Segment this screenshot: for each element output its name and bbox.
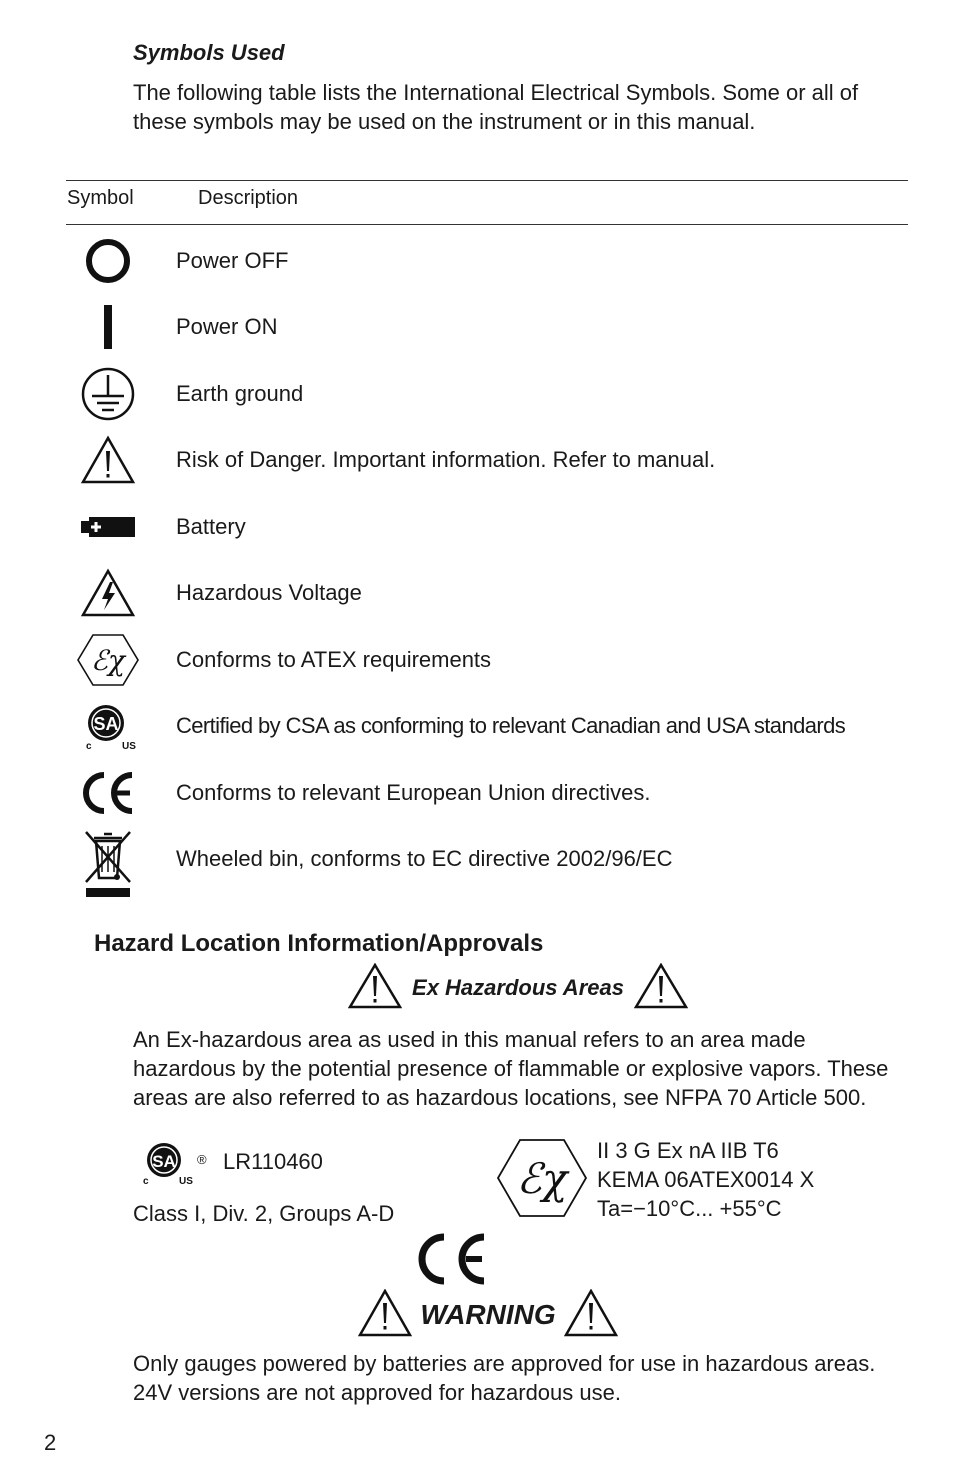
table-row	[66, 228, 908, 294]
warning-triangle-icon	[348, 963, 402, 1014]
table-row	[66, 494, 908, 560]
ex-hazardous-heading	[0, 964, 954, 1012]
csa-logo-letters: SA	[152, 1152, 176, 1171]
csa-logo-c: c	[143, 1176, 149, 1187]
hazardous-voltage-icon	[66, 560, 150, 626]
warning-heading	[0, 1290, 954, 1340]
table-row	[66, 826, 908, 892]
warning-paragraph: Only gauges powered by batteries are approved for use in hazardous areas. 24V versions are not approved for hazardous use.	[133, 1351, 876, 1405]
ce-mark-icon	[411, 1232, 491, 1291]
row-description: Battery	[176, 514, 246, 539]
row-description: Hazardous Voltage	[176, 580, 362, 605]
table-row	[66, 693, 908, 759]
atex-ex-icon	[66, 627, 150, 693]
ex-hazardous-title: Ex Hazardous Areas	[412, 975, 624, 1000]
ex-hazardous-paragraph: An Ex-hazardous area as used in this manual refers to an area made hazardous by the potential presence of flammable or explosive vapors. These areas are also referred to as hazardous locations, see NFPA 70 Article 500.	[133, 1027, 889, 1110]
atex-line-1: II 3 G Ex nA IIB T6	[597, 1138, 779, 1163]
csa-logo-c: c	[86, 741, 92, 752]
section-title-symbols-used: Symbols Used	[133, 40, 285, 65]
registered-mark: ®	[197, 1152, 207, 1167]
row-description: Wheeled bin, conforms to EC directive 2002/96/EC	[176, 846, 673, 871]
section-title-hazard-location: Hazard Location Information/Approvals	[94, 930, 544, 957]
row-description: Conforms to ATEX requirements	[176, 647, 492, 672]
row-description: Power ON	[176, 314, 278, 339]
atex-approval-logo	[496, 1138, 588, 1223]
row-description: Earth ground	[176, 381, 304, 406]
wheeled-bin-icon	[66, 828, 150, 900]
power-on-icon	[66, 294, 150, 360]
ce-mark-icon	[66, 760, 150, 826]
csa-logo-us: US	[179, 1176, 193, 1187]
table-row	[66, 760, 908, 826]
earth-ground-icon	[66, 361, 150, 427]
table-top-rule	[66, 180, 908, 181]
csa-class-text: Class I, Div. 2, Groups A-D	[133, 1201, 395, 1226]
row-description: Risk of Danger. Important information. Refer to manual.	[176, 447, 716, 472]
warning-title: WARNING	[420, 1299, 556, 1330]
table-header-rule	[66, 224, 908, 225]
atex-line-2: KEMA 06ATEX0014 X	[597, 1167, 815, 1192]
power-off-icon	[66, 228, 150, 294]
table-row	[66, 427, 908, 493]
csa-logo-letters: SA	[93, 714, 119, 734]
symbols-intro-paragraph: The following table lists the International Electrical Symbols. Some or all of these symbols may be used on the instrument or in this manual.	[133, 80, 859, 134]
warning-triangle-icon	[358, 1289, 412, 1342]
row-description: Conforms to relevant European Union directives.	[176, 780, 651, 805]
table-header-description: Description	[198, 187, 299, 209]
warning-triangle-icon	[66, 427, 150, 493]
atex-line-3: Ta=−10°C... +55°C	[597, 1196, 782, 1221]
csa-approval-logo	[136, 1140, 200, 1193]
page-number: 2	[44, 1430, 57, 1455]
atex-logo-text: ℰχ	[516, 1154, 568, 1203]
row-description: Certified by CSA as conforming to relevant Canadian and USA standards	[176, 713, 846, 738]
table-row	[66, 627, 908, 693]
table-row	[66, 294, 908, 360]
csa-logo-us: US	[122, 741, 136, 752]
csa-icon	[66, 693, 150, 759]
csa-cert-number: LR110460	[223, 1149, 323, 1174]
table-header-symbol: Symbol	[67, 187, 134, 209]
battery-icon	[66, 494, 150, 560]
table-row	[66, 361, 908, 427]
row-description: Power OFF	[176, 248, 289, 273]
table-row	[66, 560, 908, 626]
warning-triangle-icon	[564, 1289, 618, 1342]
warning-triangle-icon	[634, 963, 688, 1014]
atex-logo-text: ℰχ	[91, 644, 125, 677]
